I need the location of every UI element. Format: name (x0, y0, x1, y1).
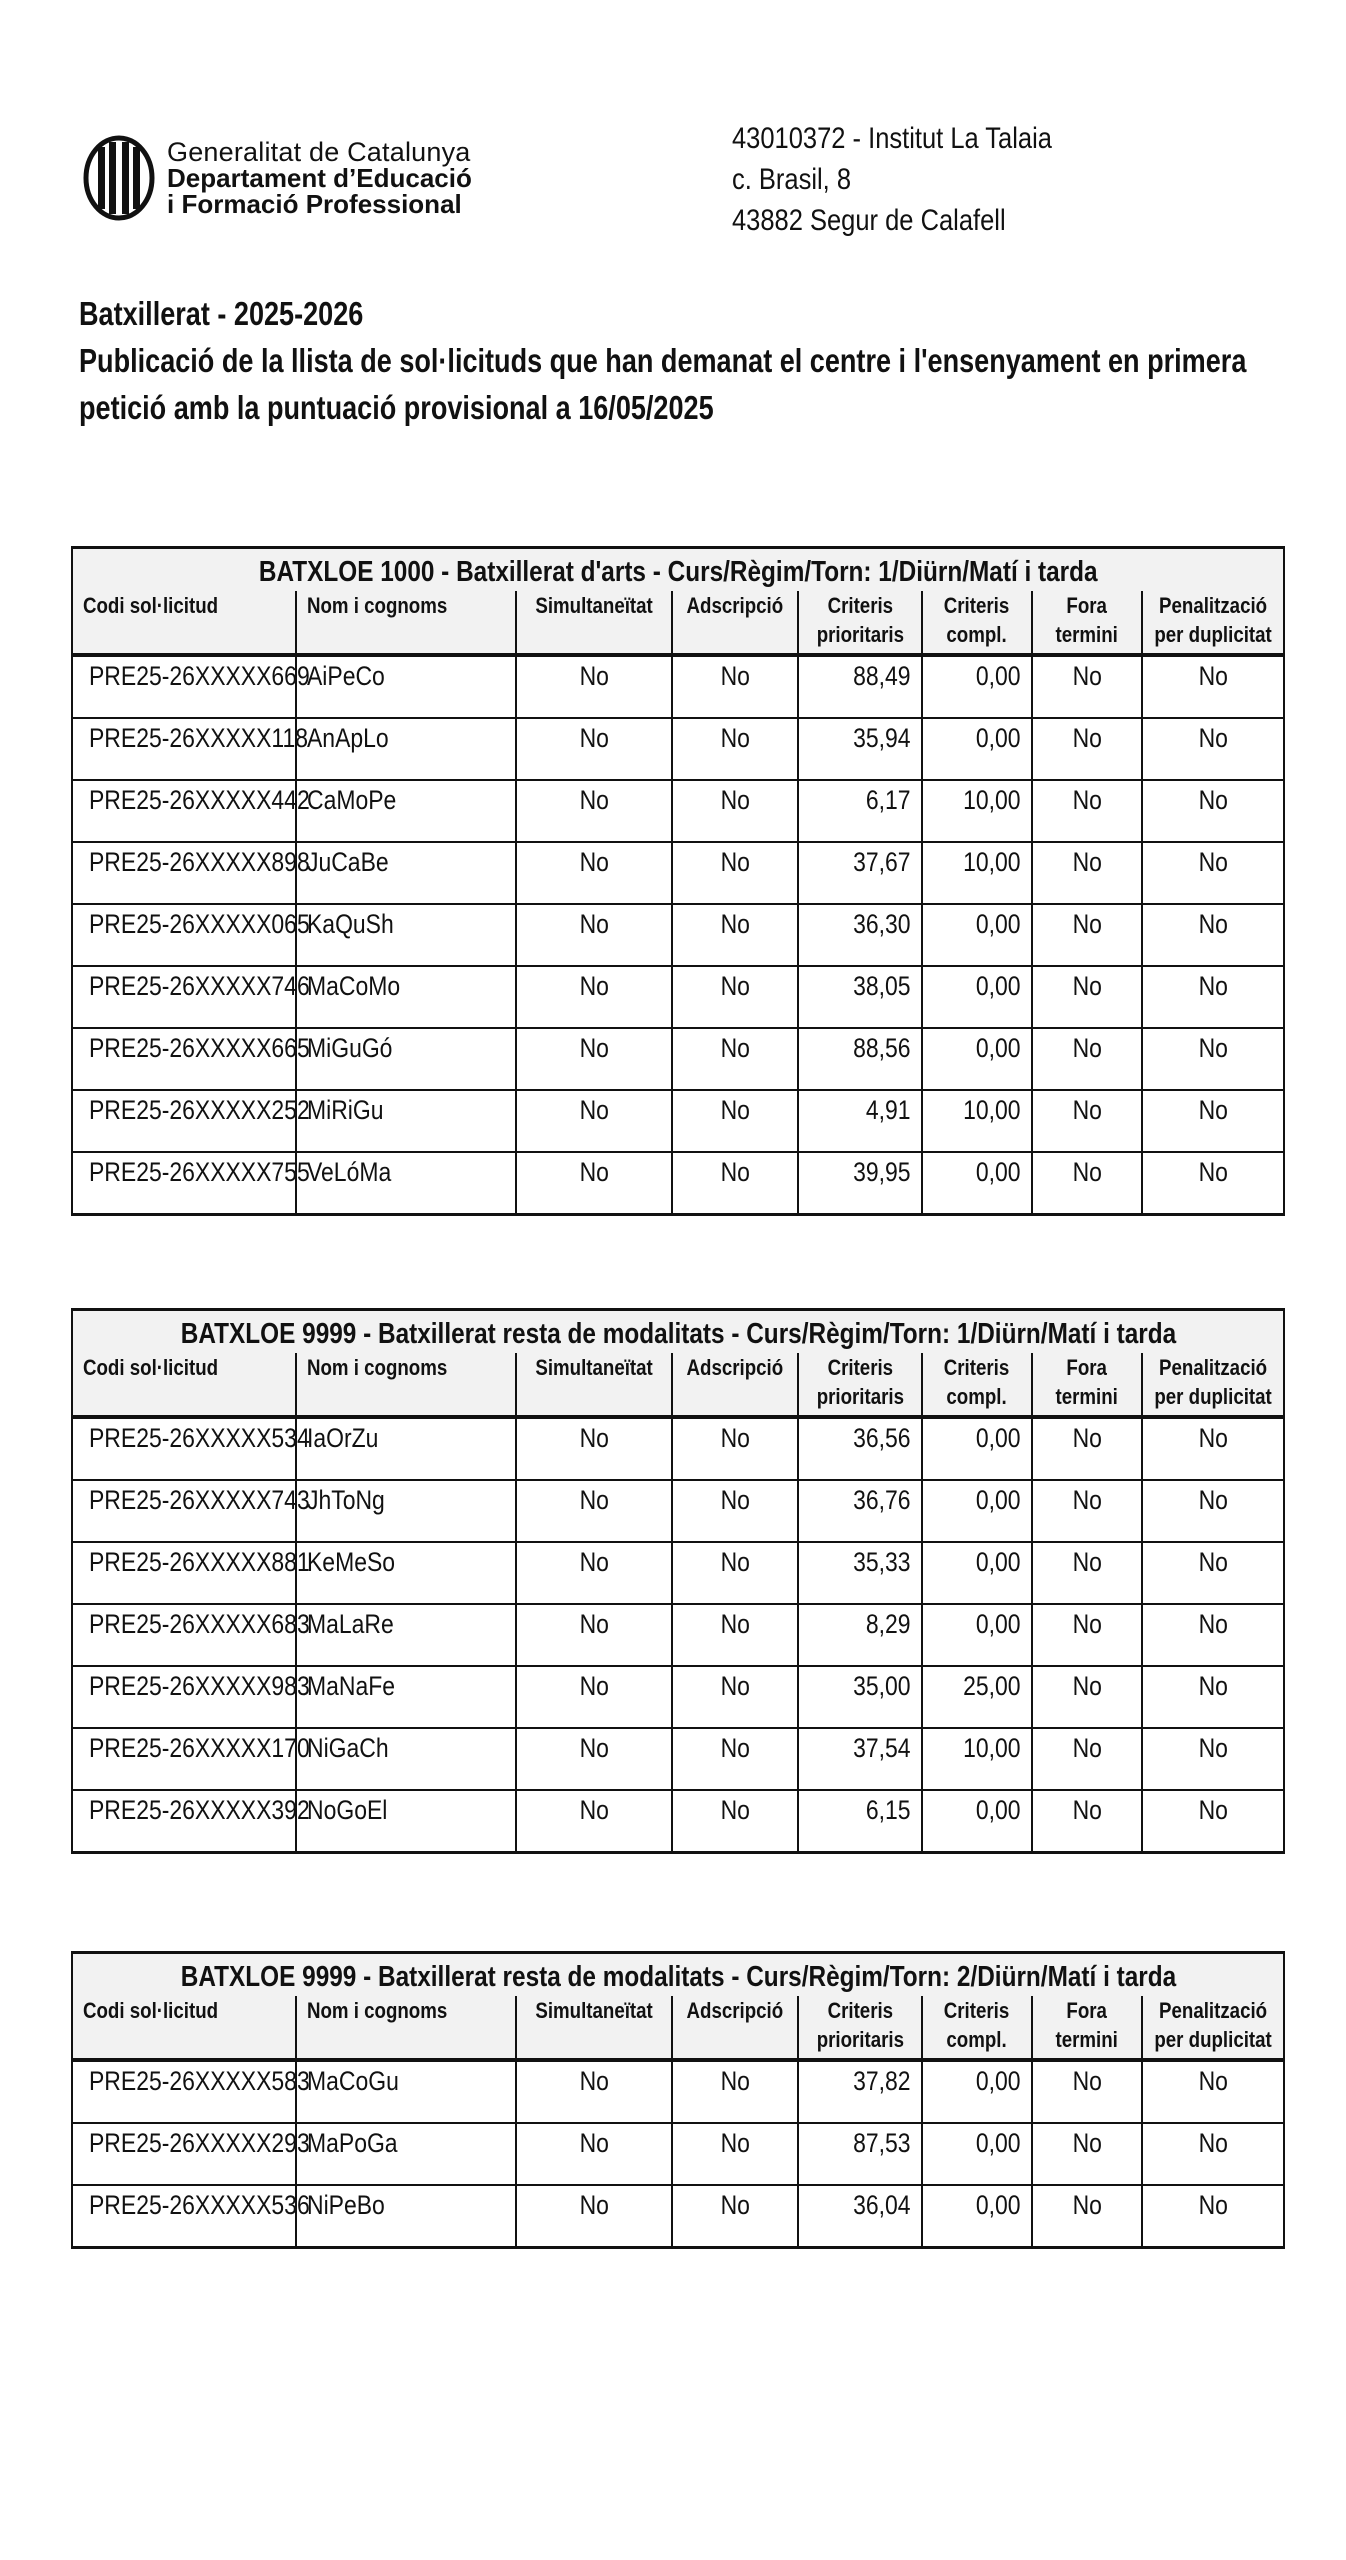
table-row (72, 1728, 1284, 1790)
cell-criteris-compl: 10,00 (922, 780, 1032, 842)
column-header: Nom i cognoms (296, 1353, 516, 1417)
column-header: Criteris compl. (922, 1996, 1032, 2060)
cell-name: NoGoEl (296, 1790, 516, 1853)
school-street: c. Brasil, 8 (732, 163, 852, 196)
cell-criteris-prioritaris: 35,00 (798, 1666, 922, 1728)
cell-fora-termini: No (1032, 1542, 1142, 1604)
cell-adscripcio: No (672, 2185, 798, 2248)
column-header: Simultaneïtat (516, 1353, 672, 1417)
cell-fora-termini: No (1032, 2060, 1142, 2123)
cell-criteris-compl: 0,00 (922, 1417, 1032, 1480)
cell-criteris-prioritaris: 6,15 (798, 1790, 922, 1853)
cell-criteris-compl: 0,00 (922, 1604, 1032, 1666)
title-line2: Publicació de la llista de sol·licituds que han demanat el centre i l'ensenyament en primera (79, 342, 1247, 379)
cell-adscripcio: No (672, 718, 798, 780)
cell-simultaneitat: No (516, 655, 672, 718)
cell-criteris-prioritaris: 39,95 (798, 1152, 922, 1215)
column-header: Nom i cognoms (296, 591, 516, 655)
cell-criteris-prioritaris: 37,54 (798, 1728, 922, 1790)
cell-name: MaNaFe (296, 1666, 516, 1728)
cell-criteris-compl: 0,00 (922, 2123, 1032, 2185)
table-header-row (72, 1996, 1284, 2060)
table-caption-text: BATXLOE 9999 - Batxillerat resta de modalitats - Curs/Règim/Torn: 1/Diürn/Matí i tarda (180, 1318, 1176, 1350)
generalitat-logo-block (83, 135, 472, 221)
cell-criteris-compl: 0,00 (922, 1790, 1032, 1853)
cell-criteris-prioritaris: 6,17 (798, 780, 922, 842)
table-row (72, 1604, 1284, 1666)
table-row (72, 1417, 1284, 1480)
cell-criteris-compl: 0,00 (922, 1542, 1032, 1604)
cell-name: MaCoGu (296, 2060, 516, 2123)
table-row (72, 718, 1284, 780)
table-row (72, 842, 1284, 904)
cell-fora-termini: No (1032, 2185, 1142, 2248)
cell-fora-termini: No (1032, 966, 1142, 1028)
cell-criteris-prioritaris: 88,56 (798, 1028, 922, 1090)
table-caption (72, 1953, 1284, 1997)
cell-criteris-prioritaris: 37,82 (798, 2060, 922, 2123)
cell-code: PRE25-26XXXXX170 (72, 1728, 296, 1790)
column-header: Codi sol·licitud (72, 1996, 296, 2060)
applications-table (71, 546, 1285, 1216)
cell-adscripcio: No (672, 780, 798, 842)
cell-code: PRE25-26XXXXX669 (72, 655, 296, 718)
cell-simultaneitat: No (516, 2060, 672, 2123)
cell-code: PRE25-26XXXXX534 (72, 1417, 296, 1480)
org-name-line2: Departament d’Educació (167, 163, 472, 193)
cell-adscripcio: No (672, 1790, 798, 1853)
cell-penalitzacio: No (1142, 1152, 1284, 1215)
table-row (72, 1028, 1284, 1090)
cell-penalitzacio: No (1142, 780, 1284, 842)
table-row (72, 904, 1284, 966)
table-row (72, 2123, 1284, 2185)
cell-criteris-prioritaris: 35,94 (798, 718, 922, 780)
cell-fora-termini: No (1032, 2123, 1142, 2185)
cell-adscripcio: No (672, 2060, 798, 2123)
column-header: Penalització per duplicitat (1142, 591, 1284, 655)
cell-criteris-compl: 0,00 (922, 1028, 1032, 1090)
column-header: Criteris compl. (922, 591, 1032, 655)
title-line1: Batxillerat - 2025-2026 (79, 295, 364, 332)
cell-criteris-compl: 0,00 (922, 2060, 1032, 2123)
table-row (72, 1666, 1284, 1728)
cell-fora-termini: No (1032, 1417, 1142, 1480)
cell-adscripcio: No (672, 1728, 798, 1790)
table-row (72, 1480, 1284, 1542)
cell-criteris-prioritaris: 36,56 (798, 1417, 922, 1480)
cell-name: MaLaRe (296, 1604, 516, 1666)
cell-criteris-prioritaris: 37,67 (798, 842, 922, 904)
cell-penalitzacio: No (1142, 655, 1284, 718)
cell-penalitzacio: No (1142, 1542, 1284, 1604)
cell-criteris-prioritaris: 35,33 (798, 1542, 922, 1604)
column-header: Codi sol·licitud (72, 591, 296, 655)
cell-code: PRE25-26XXXXX442 (72, 780, 296, 842)
cell-penalitzacio: No (1142, 718, 1284, 780)
org-name-line1: Generalitat de Catalunya (167, 137, 471, 167)
cell-code: PRE25-26XXXXX983 (72, 1666, 296, 1728)
cell-criteris-compl: 0,00 (922, 655, 1032, 718)
cell-simultaneitat: No (516, 2123, 672, 2185)
cell-code: PRE25-26XXXXX118 (72, 718, 296, 780)
cell-criteris-prioritaris: 88,49 (798, 655, 922, 718)
table-row (72, 655, 1284, 718)
table-caption-text: BATXLOE 9999 - Batxillerat resta de modalitats - Curs/Règim/Torn: 2/Diürn/Matí i tarda (180, 1961, 1176, 1993)
cell-fora-termini: No (1032, 1666, 1142, 1728)
cell-simultaneitat: No (516, 1666, 672, 1728)
cell-criteris-compl: 0,00 (922, 1480, 1032, 1542)
cell-criteris-prioritaris: 36,76 (798, 1480, 922, 1542)
cell-penalitzacio: No (1142, 1728, 1284, 1790)
column-header: Adscripció (672, 1353, 798, 1417)
cell-simultaneitat: No (516, 1090, 672, 1152)
cell-simultaneitat: No (516, 1417, 672, 1480)
cell-adscripcio: No (672, 1542, 798, 1604)
cell-penalitzacio: No (1142, 1090, 1284, 1152)
cell-penalitzacio: No (1142, 2185, 1284, 2248)
org-name-line3: i Formació Professional (167, 189, 462, 219)
cell-fora-termini: No (1032, 1728, 1142, 1790)
cell-name: JuCaBe (296, 842, 516, 904)
cell-fora-termini: No (1032, 655, 1142, 718)
table-caption (72, 1310, 1284, 1354)
school-city: 43882 Segur de Calafell (732, 204, 1006, 237)
document-title (79, 290, 1260, 431)
cell-penalitzacio: No (1142, 966, 1284, 1028)
column-header: Nom i cognoms (296, 1996, 516, 2060)
cell-fora-termini: No (1032, 842, 1142, 904)
cell-fora-termini: No (1032, 1152, 1142, 1215)
cell-simultaneitat: No (516, 1728, 672, 1790)
cell-penalitzacio: No (1142, 842, 1284, 904)
cell-penalitzacio: No (1142, 1028, 1284, 1090)
column-header: Fora termini (1032, 1353, 1142, 1417)
cell-name: MiGuGó (296, 1028, 516, 1090)
cell-criteris-compl: 0,00 (922, 904, 1032, 966)
cell-name: MaPoGa (296, 2123, 516, 2185)
cell-simultaneitat: No (516, 718, 672, 780)
cell-fora-termini: No (1032, 780, 1142, 842)
cell-criteris-compl: 0,00 (922, 966, 1032, 1028)
cell-name: AiPeCo (296, 655, 516, 718)
cell-code: PRE25-26XXXXX755 (72, 1152, 296, 1215)
cell-criteris-prioritaris: 36,30 (798, 904, 922, 966)
cell-name: MiRiGu (296, 1090, 516, 1152)
cell-code: PRE25-26XXXXX665 (72, 1028, 296, 1090)
cell-name: IaOrZu (296, 1417, 516, 1480)
cell-name: KeMeSo (296, 1542, 516, 1604)
table-row (72, 780, 1284, 842)
table-caption (72, 548, 1284, 592)
column-header: Penalització per duplicitat (1142, 1996, 1284, 2060)
table-row (72, 1542, 1284, 1604)
cell-adscripcio: No (672, 842, 798, 904)
cell-simultaneitat: No (516, 780, 672, 842)
cell-criteris-compl: 0,00 (922, 2185, 1032, 2248)
cell-code: PRE25-26XXXXX746 (72, 966, 296, 1028)
cell-criteris-compl: 10,00 (922, 842, 1032, 904)
cell-fora-termini: No (1032, 904, 1142, 966)
table-caption-text: BATXLOE 1000 - Batxillerat d'arts - Curs/Règim/Torn: 1/Diürn/Matí i tarda (258, 556, 1098, 588)
cell-criteris-compl: 10,00 (922, 1728, 1032, 1790)
cell-criteris-compl: 0,00 (922, 718, 1032, 780)
column-header: Criteris prioritaris (798, 591, 922, 655)
cell-simultaneitat: No (516, 1542, 672, 1604)
cell-fora-termini: No (1032, 1480, 1142, 1542)
cell-penalitzacio: No (1142, 2123, 1284, 2185)
cell-code: PRE25-26XXXXX898 (72, 842, 296, 904)
column-header: Simultaneïtat (516, 591, 672, 655)
column-header: Adscripció (672, 1996, 798, 2060)
cell-simultaneitat: No (516, 1790, 672, 1853)
cell-simultaneitat: No (516, 1152, 672, 1215)
cell-simultaneitat: No (516, 1604, 672, 1666)
cell-adscripcio: No (672, 966, 798, 1028)
cell-code: PRE25-26XXXXX065 (72, 904, 296, 966)
cell-name: KaQuSh (296, 904, 516, 966)
cell-criteris-compl: 10,00 (922, 1090, 1032, 1152)
cell-simultaneitat: No (516, 966, 672, 1028)
cell-penalitzacio: No (1142, 1790, 1284, 1853)
table-row (72, 1790, 1284, 1853)
cell-criteris-prioritaris: 36,04 (798, 2185, 922, 2248)
cell-adscripcio: No (672, 904, 798, 966)
cell-code: PRE25-26XXXXX683 (72, 1604, 296, 1666)
cell-code: PRE25-26XXXXX293 (72, 2123, 296, 2185)
cell-fora-termini: No (1032, 1090, 1142, 1152)
cell-adscripcio: No (672, 1028, 798, 1090)
school-name: 43010372 - Institut La Talaia (732, 122, 1052, 155)
generalitat-logo-icon (83, 135, 155, 221)
cell-name: MaCoMo (296, 966, 516, 1028)
column-header: Criteris compl. (922, 1353, 1032, 1417)
cell-criteris-compl: 0,00 (922, 1152, 1032, 1215)
table-row (72, 1090, 1284, 1152)
cell-fora-termini: No (1032, 718, 1142, 780)
applications-table (71, 1951, 1285, 2249)
cell-code: PRE25-26XXXXX583 (72, 2060, 296, 2123)
cell-code: PRE25-26XXXXX536 (72, 2185, 296, 2248)
cell-adscripcio: No (672, 2123, 798, 2185)
cell-name: VeLóMa (296, 1152, 516, 1215)
cell-penalitzacio: No (1142, 2060, 1284, 2123)
column-header: Codi sol·licitud (72, 1353, 296, 1417)
column-header: Fora termini (1032, 1996, 1142, 2060)
school-address-block (732, 118, 1052, 241)
cell-name: NiPeBo (296, 2185, 516, 2248)
column-header: Criteris prioritaris (798, 1353, 922, 1417)
table-row (72, 1152, 1284, 1215)
cell-name: NiGaCh (296, 1728, 516, 1790)
cell-penalitzacio: No (1142, 1666, 1284, 1728)
title-line3: petició amb la puntuació provisional a 16/05/2025 (79, 389, 714, 426)
cell-code: PRE25-26XXXXX252 (72, 1090, 296, 1152)
cell-adscripcio: No (672, 1604, 798, 1666)
cell-criteris-compl: 25,00 (922, 1666, 1032, 1728)
table-row (72, 966, 1284, 1028)
cell-criteris-prioritaris: 4,91 (798, 1090, 922, 1152)
cell-adscripcio: No (672, 655, 798, 718)
cell-name: AnApLo (296, 718, 516, 780)
column-header: Criteris prioritaris (798, 1996, 922, 2060)
table-header-row (72, 1353, 1284, 1417)
cell-penalitzacio: No (1142, 1480, 1284, 1542)
cell-simultaneitat: No (516, 842, 672, 904)
cell-adscripcio: No (672, 1666, 798, 1728)
cell-adscripcio: No (672, 1480, 798, 1542)
cell-penalitzacio: No (1142, 1417, 1284, 1480)
table-header-row (72, 591, 1284, 655)
cell-criteris-prioritaris: 87,53 (798, 2123, 922, 2185)
cell-criteris-prioritaris: 38,05 (798, 966, 922, 1028)
cell-simultaneitat: No (516, 2185, 672, 2248)
cell-simultaneitat: No (516, 1028, 672, 1090)
column-header: Adscripció (672, 591, 798, 655)
cell-fora-termini: No (1032, 1028, 1142, 1090)
cell-penalitzacio: No (1142, 904, 1284, 966)
column-header: Simultaneïtat (516, 1996, 672, 2060)
cell-name: CaMoPe (296, 780, 516, 842)
cell-fora-termini: No (1032, 1790, 1142, 1853)
column-header: Fora termini (1032, 591, 1142, 655)
cell-name: JhToNg (296, 1480, 516, 1542)
cell-code: PRE25-26XXXXX881 (72, 1542, 296, 1604)
cell-criteris-prioritaris: 8,29 (798, 1604, 922, 1666)
applications-table (71, 1308, 1285, 1854)
cell-penalitzacio: No (1142, 1604, 1284, 1666)
cell-fora-termini: No (1032, 1604, 1142, 1666)
cell-simultaneitat: No (516, 1480, 672, 1542)
cell-code: PRE25-26XXXXX743 (72, 1480, 296, 1542)
table-row (72, 2060, 1284, 2123)
cell-adscripcio: No (672, 1090, 798, 1152)
table-row (72, 2185, 1284, 2248)
cell-adscripcio: No (672, 1152, 798, 1215)
cell-adscripcio: No (672, 1417, 798, 1480)
cell-simultaneitat: No (516, 904, 672, 966)
column-header: Penalització per duplicitat (1142, 1353, 1284, 1417)
cell-code: PRE25-26XXXXX392 (72, 1790, 296, 1853)
